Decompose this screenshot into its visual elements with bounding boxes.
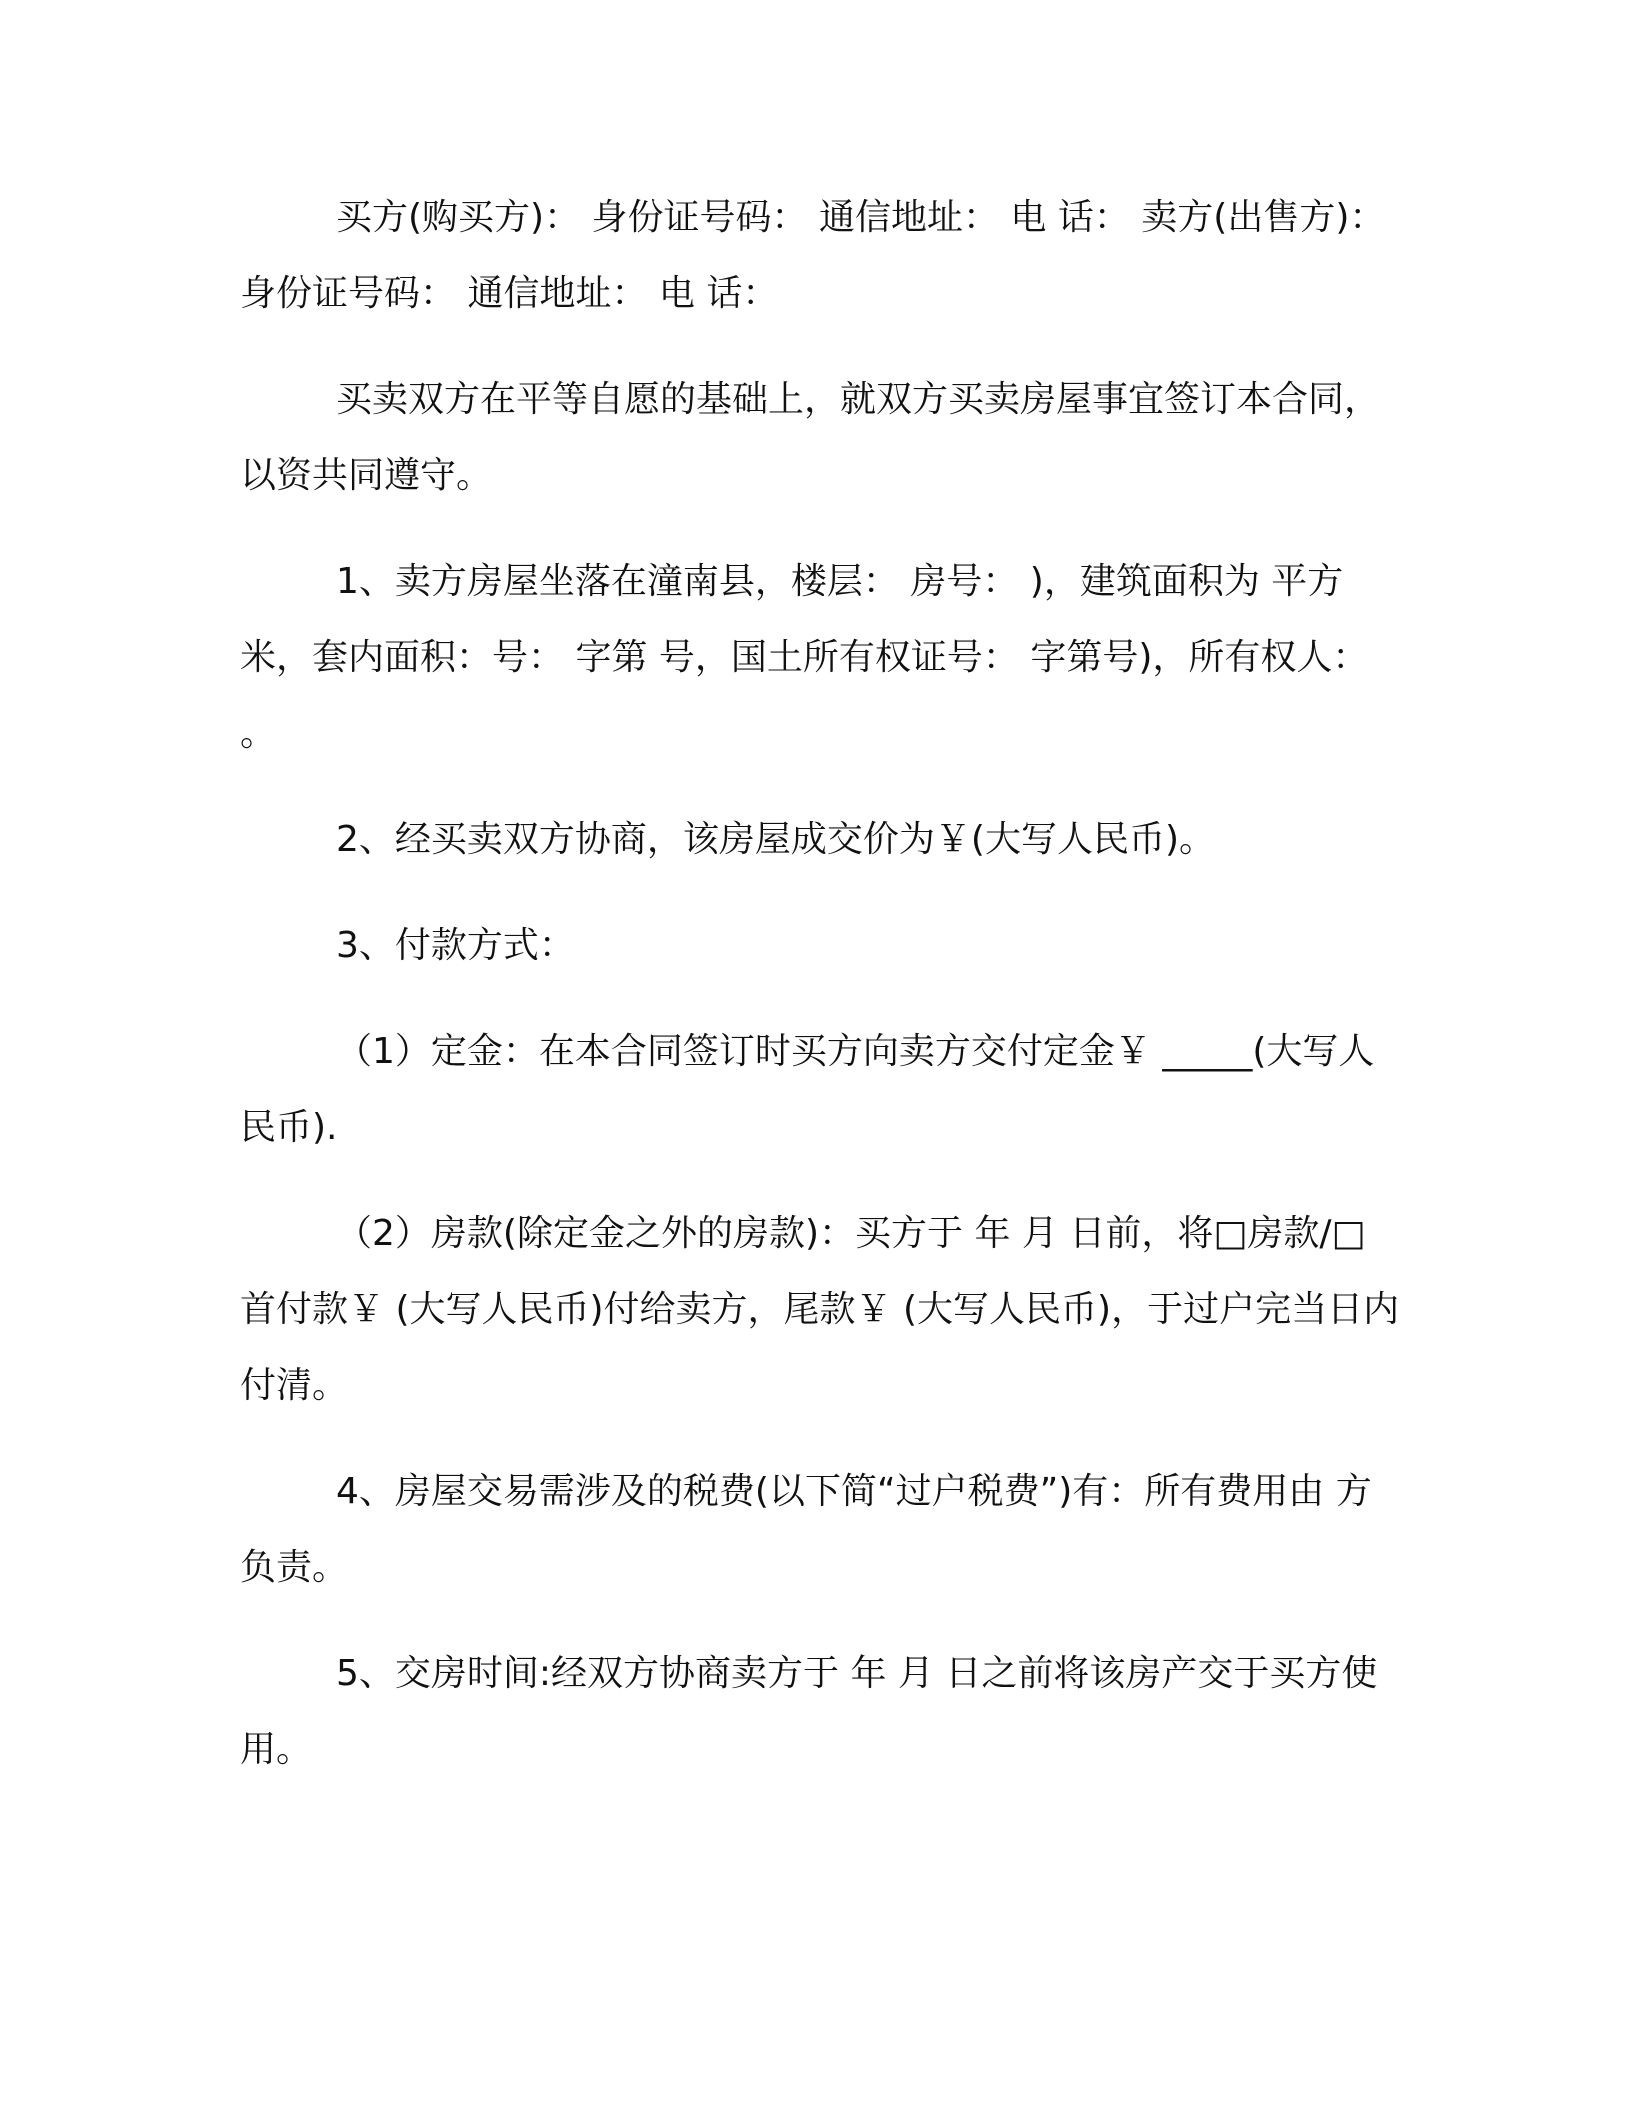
clause-3-payment-method: 3、付款方式： — [336, 925, 575, 966]
contract-body — [240, 180, 1400, 1818]
clause-4-taxes-and-fees: 4、房屋交易需涉及的税费(以下简“过户税费”)有：所有费用由 方负责。 — [240, 1471, 1372, 1588]
clause-3-1-deposit: （1）定金：在本合同签订时买方向卖方交付定金￥ _____(大写人民币). — [240, 1031, 1375, 1148]
agreement-intro-paragraph: 买卖双方在平等自愿的基础上，就双方买卖房屋事宜签订本合同，以资共同遵守。 — [240, 379, 1381, 496]
clause-3-2-house-payment: （2）房款(除定金之外的房款)：买方于 年 月 日前，将□房款/□首付款￥ (大写人民币)付给卖方，尾款￥ (大写人民币)，于过户完当日内付清。 — [240, 1213, 1400, 1406]
clause-2-transaction-price: 2、经买卖双方协商，该房屋成交价为￥(大写人民币)。 — [336, 819, 1215, 860]
clause-1-property-location: 1、卖方房屋坐落在潼南县，楼层： 房号： )，建筑面积为 平方米，套内面积：号： 字第 号，国土所有权证号： 字第号)，所有权人： 。 — [240, 561, 1369, 754]
clause-5-handover-time: 5、交房时间:经双方协商卖方于 年 月 日之前将该房产交于买方使用。 — [240, 1653, 1378, 1770]
parties-info-paragraph: 买方(购买方)： 身份证号码： 通信地址： 电 话： 卖方(出售方)：身份证号码： 通信地址： 电 话： — [240, 197, 1386, 314]
